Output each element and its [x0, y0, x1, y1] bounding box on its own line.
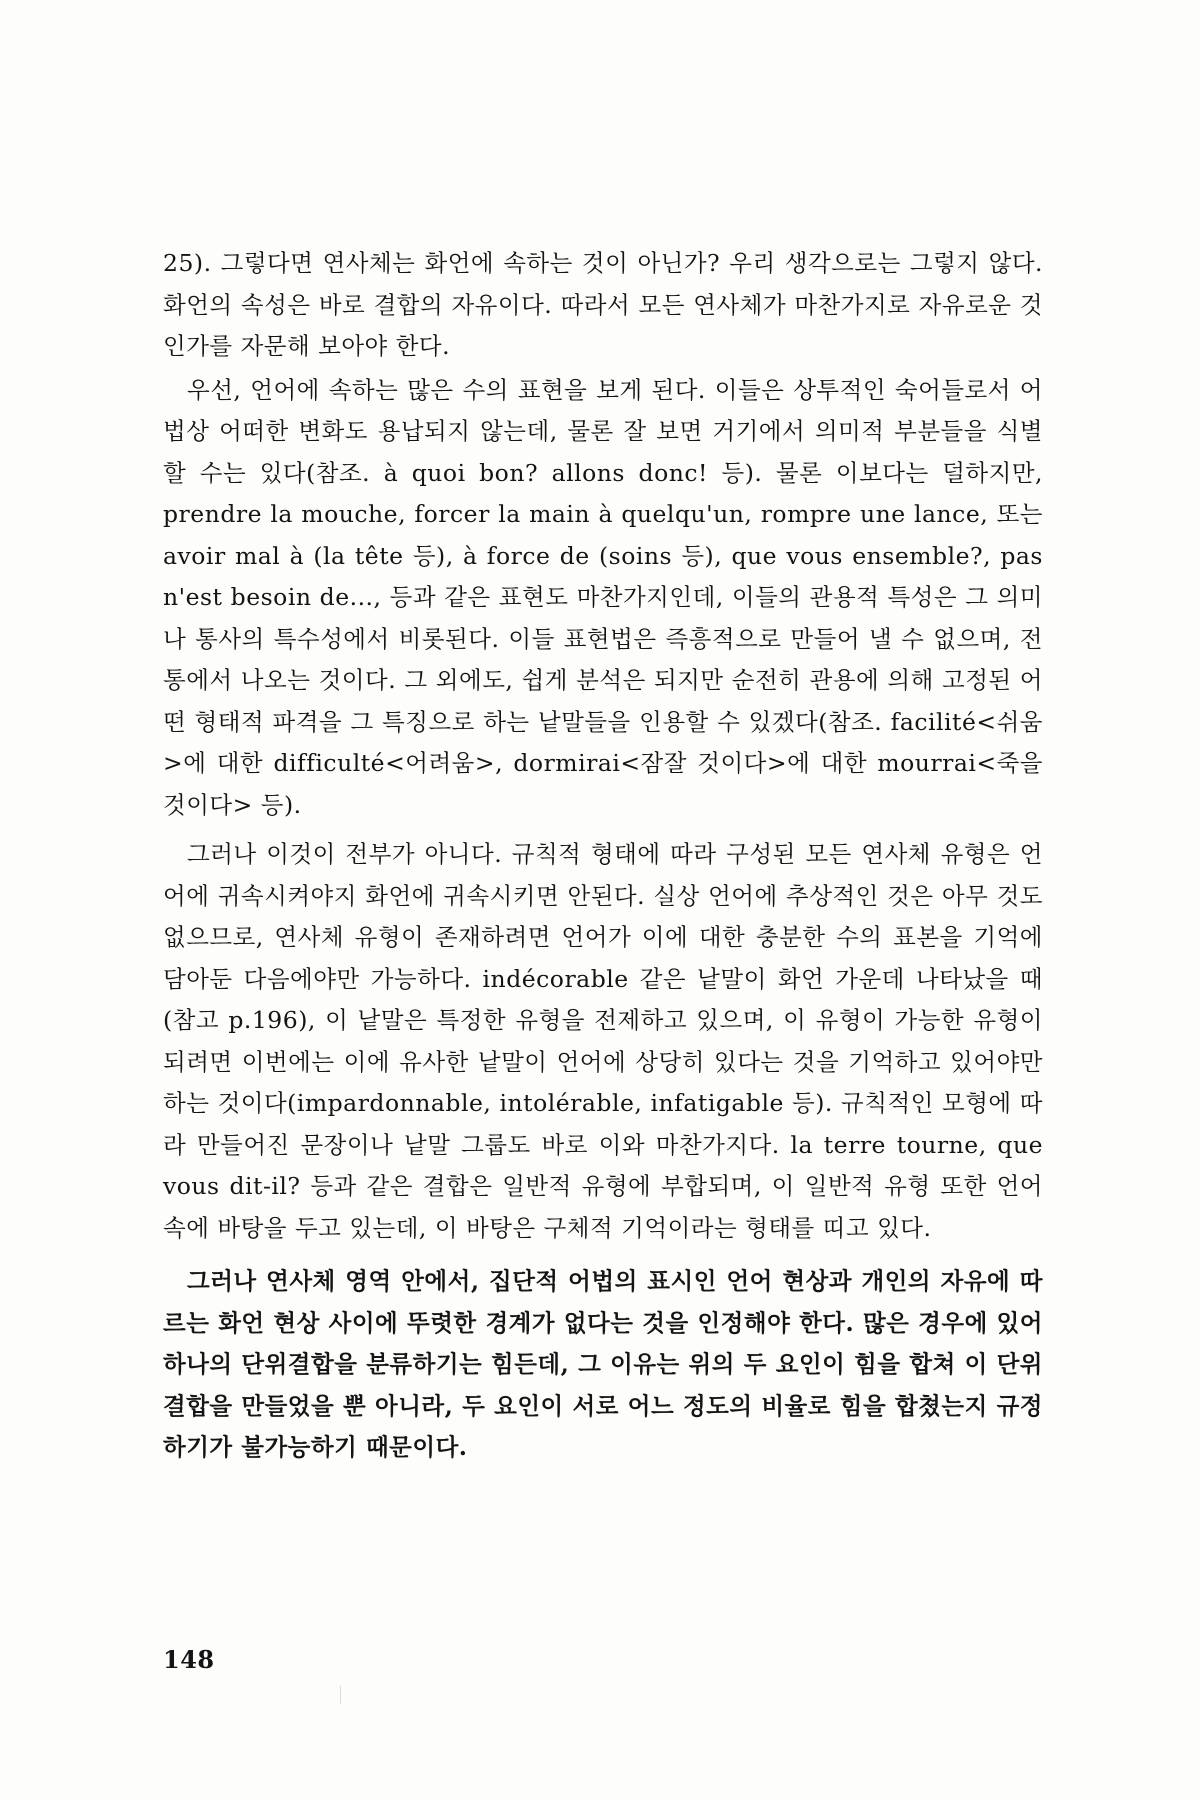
body-text: [163, 243, 1043, 1469]
scan-mark: [340, 1686, 341, 1704]
page-number: 148: [163, 1645, 215, 1674]
paragraph: 25). 그렇다면 연사체는 화언에 속하는 것이 아닌가? 우리 생각으로는 그렇지 않다. 화언의 속성은 바로 결합의 자유이다. 따라서 모든 연사체가 마찬가지로 자유로운 것인가를 자문해 보아야 한다.: [163, 249, 1043, 360]
paragraph: 그러나 연사체 영역 안에서, 집단적 어법의 표시인 언어 현상과 개인의 자유에 따르는 화언 현상 사이에 뚜렷한 경계가 없다는 것을 인정해야 한다. 많은 경우에 있어 하나의 단위결합을 분류하기는 힘든데, 그 이유는 위의 두 요인이 힘을 합쳐 이 단위결합을 만들었을 뿐 아니라, 두 요인이 서로 어느 정도의 비율로 힘을 합쳤는지 규정하기가 불가능하기 때문이다.: [163, 1267, 1043, 1461]
paragraph: 그러나 이것이 전부가 아니다. 규칙적 형태에 따라 구성된 모든 연사체 유형은 언어에 귀속시켜야지 화언에 귀속시키면 안된다. 실상 언어에 추상적인 것은 아무 것도 없으므로, 연사체 유형이 존재하려면 언어가 이에 대한 충분한 수의 표본을 기억에 담아둔 다음에야만 가능하다. indécorable 같은 낱말이 화언 가운데 나타났을 때(참고 p.196), 이 낱말은 특정한 유형을 전제하고 있으며, 이 유형이 가능한 유형이 되려면 이번에는 이에 유사한 낱말이 언어에 상당히 있다는 것을 기억하고 있어야만 하는 것이다(impardonnable, intolérable, infatigable 등). 규칙적인 모형에 따라 만들어진 문장이나 낱말 그룹도 바로 이와 마찬가지다. la terre tourne, que vous dit-il? 등과 같은 결합은 일반적 유형에 부합되며, 이 일반적 유형 또한 언어 속에 바탕을 두고 있는데, 이 바탕은 구체적 기억이라는 형태를 띠고 있다.: [163, 840, 1043, 1242]
paragraph: 우선, 언어에 속하는 많은 수의 표현을 보게 된다. 이들은 상투적인 숙어들로서 어법상 어떠한 변화도 용납되지 않는데, 물론 잘 보면 거기에서 의미적 부분들을 식별할 수는 있다(참조. à quoi bon? allons donc! 등). 물론 이보다는 덜하지만, prendre la mouche, forcer la main à quelqu'un, rompre une lance, 또는 avoir mal à (la tête 등), à force de (soins 등), que vous ensemble?, pas n'est besoin de..., 등과 같은 표현도 마찬가지인데, 이들의 관용적 특성은 그 의미나 통사의 특수성에서 비롯된다. 이들 표현법은 즉흥적으로 만들어 낼 수 없으며, 전통에서 나오는 것이다. 그 외에도, 쉽게 분석은 되지만 순전히 관용에 의해 고정된 어떤 형태적 파격을 그 특징으로 하는 낱말들을 인용할 수 있겠다(참조. facilité<쉬움>에 대한 difficulté<어려움>, dormirai<잠잘 것이다>에 대한 mourrai<죽을 것이다> 등).: [163, 375, 1043, 819]
